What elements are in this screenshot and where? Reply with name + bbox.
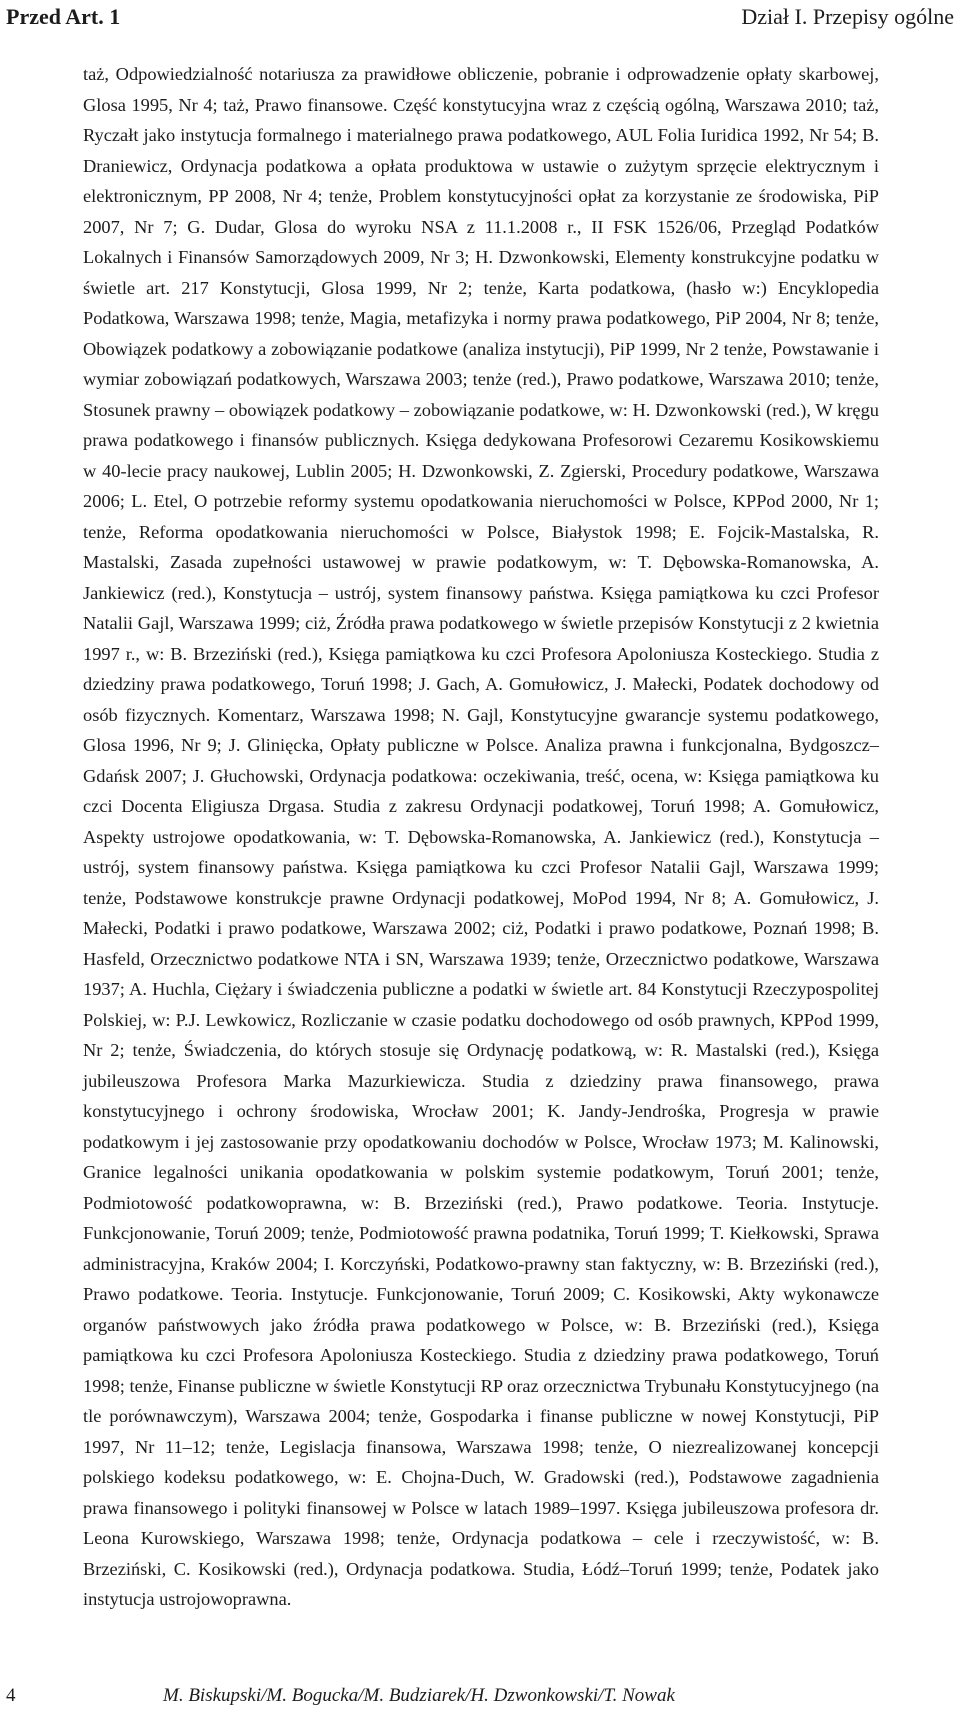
bibliography-text — [83, 59, 879, 1615]
bibliography-paragraph: taż, Odpowiedzialność notariusza za prawidłowe obliczenie, pobranie i odprowadzenie opłaty skarbowej, Glosa 1995, Nr 4; taż, Prawo finansowe. Część konstytucyjna wraz z częścią ogólną, Warszawa 2010; taż, Ryczałt jako instytucja formalnego i materialnego prawa podatkowego, AUL Folia Iuridica 1992, Nr 54; B. Draniewicz, Ordynacja podatkowa a opłata produktowa w ustawie o zużytym sprzęcie elektrycznym i elektronicznym, PP 2008, Nr 4; tenże, Problem konstytucyjności opłat za korzystanie ze środowiska, PiP 2007, Nr 7; G. Dudar, Glosa do wyroku NSA z 11.1.2008 r., II FSK 1526/06, Przegląd Podatków Lokalnych i Finansów Samorządowych 2009, Nr 3; H. Dzwonkowski, Elementy konstrukcyjne podatku w świetle art. 217 Konstytucji, Glosa 1999, Nr 2; tenże, Karta podatkowa, (hasło w:) Encyklopedia Podatkowa, Warszawa 1998; tenże, Magia, metafizyka i normy prawa podatkowego, PiP 2004, Nr 8; tenże, Obowiązek podatkowy a zobowiązanie podatkowe (analiza instytucji), PiP 1999, Nr 2 tenże, Powstawanie i wymiar zobowiązań podatkowych, Warszawa 2003; tenże (red.), Prawo podatkowe, Warszawa 2010; tenże, Stosunek prawny – obowiązek podatkowy – zobowiązanie podatkowe, w: H. Dzwonkowski (red.), W kręgu prawa podatkowego i finansów publicznych. Księga dedykowana Profesorowi Cezaremu Kosikowskiemu w 40-lecie pracy naukowej, Lublin 2005; H. Dzwonkowski, Z. Zgierski, Procedury podatkowe, Warszawa 2006; L. Etel, O potrzebie reformy systemu opodatkowania nieruchomości w Polsce, KPPod 2000, Nr 1; tenże, Reforma opodatkowania nieruchomości w Polsce, Białystok 1998; E. Fojcik-Mastalska, R. Mastalski, Zasada zupełności ustawowej w prawie podatkowym, w: T. Dębowska-Romanowska, A. Jankiewicz (red.), Konstytucja – ustrój, system finansowy państwa. Księga pamiątkowa ku czci Profesor Natalii Gajl, Warszawa 1999; ciż, Źródła prawa podatkowego w świetle przepisów Konstytucji z 2 kwietnia 1997 r., w: B. Brzeziński (red.), Księga pamiątkowa ku czci Profesora Apoloniusza Kosteckiego. Studia z dziedziny prawa podatkowego, Toruń 1998; J. Gach, A. Gomułowicz, J. Małecki, Podatek dochodowy od osób fizycznych. Komentarz, Warszawa 1998; N. Gajl, Konstytucyjne gwarancje systemu podatkowego, Glosa 1996, Nr 9; J. Glinięcka, Opłaty publiczne w Polsce. Analiza prawna i funkcjonalna, Bydgoszcz–Gdańsk 2007; J. Głuchowski, Ordynacja podatkowa: oczekiwania, treść, ocena, w: Księga pamiątkowa ku czci Docenta Eligiusza Drgasa. Studia z zakresu Ordynacji podatkowej, Toruń 1998; A. Gomułowicz, Aspekty ustrojowe opodatkowania, w: T. Dębowska-Romanowska, A. Jankiewicz (red.), Konstytucja – ustrój, system finansowy państwa. Księga pamiątkowa ku czci Profesor Natalii Gajl, Warszawa 1999; tenże, Podstawowe konstrukcje prawne Ordynacji podatkowej, MoPod 1994, Nr 8; A. Gomułowicz, J. Małecki, Podatki i prawo podatkowe, Warszawa 2002; ciż, Podatki i prawo podatkowe, Poznań 1998; B. Hasfeld, Orzecznictwo podatkowe NTA i SN, Warszawa 1939; tenże, Orzecznictwo podatkowe, Warszawa 1937; A. Huchla, Ciężary i świadczenia publiczne a podatki w świetle art. 84 Konstytucji Rzeczypospolitej Polskiej, w: P.J. Lewkowicz, Rozliczanie w czasie podatku dochodowego od osób prawnych, KPPod 1999, Nr 2; tenże, Świadczenia, do których stosuje się Ordynację podatkową, w: R. Mastalski (red.), Księga jubileuszowa Profesora Marka Mazurkiewicza. Studia z dziedziny prawa finansowego, prawa konstytucyjnego i ochrony środowiska, Wrocław 2001; K. Jandy-Jendrośka, Progresja w prawie podatkowym i jej zastosowanie przy opodatkowaniu dochodów w Polsce, Wrocław 1973; M. Kalinowski, Granice legalności unikania opodatkowania w polskim systemie podatkowym, Toruń 2001; tenże, Podmiotowość podatkowoprawna, w: B. Brzeziński (red.), Prawo podatkowe. Teoria. Instytucje. Funkcjonowanie, Toruń 2009; tenże, Podmiotowość prawna podatnika, Toruń 1999; T. Kiełkowski, Sprawa administracyjna, Kraków 2004; I. Korczyński, Podatkowo-prawny stan faktyczny, w: B. Brzeziński (red.), Prawo podatkowe. Teoria. Instytucje. Funkcjonowanie, Toruń 2009; C. Kosikowski, Akty wykonawcze organów państwowych jako źródła prawa podatkowego w Polsce, w: B. Brzeziński (red.), Księga pamiątkowa ku czci Profesora Apoloniusza Kosteckiego. Studia z dziedziny prawa podatkowego, Toruń 1998; tenże, Finanse publiczne w świetle Konstytucji RP oraz orzecznictwa Trybunału Konstytucyjnego (na tle porównawczym), Warszawa 2004; tenże, Gospodarka i finanse publiczne w nowej Konstytucji, PiP 1997, Nr 11–12; tenże, Legislacja finansowa, Warszawa 1998; tenże, O niezrealizowanej koncepcji polskiego kodeksu podatkowego, w: E. Chojna-Duch, W. Gradowski (red.), Podstawowe zagadnienia prawa finansowego i polityki finansowej w Polsce w latach 1989–1997. Księga jubileuszowa profesora dr. Leona Kurowskiego, Warszawa 1998; tenże, Ordynacja podatkowa – cele i rzeczywistość, w: B. Brzeziński, C. Kosikowski (red.), Ordynacja podatkowa. Studia, Łódź–Toruń 1999; tenże, Podatek jako instytucja ustrojowoprawna. — [83, 64, 879, 1609]
running-header — [0, 0, 960, 29]
page-number: 4 — [6, 1685, 16, 1706]
header-chapter-title: Dział I. Przepisy ogólne — [741, 4, 954, 29]
running-footer-authors: M. Biskupski/M. Bogucka/M. Budziarek/H. Dzwonkowski/T. Nowak — [163, 1685, 675, 1706]
header-section-label: Przed Art. 1 — [6, 4, 121, 29]
